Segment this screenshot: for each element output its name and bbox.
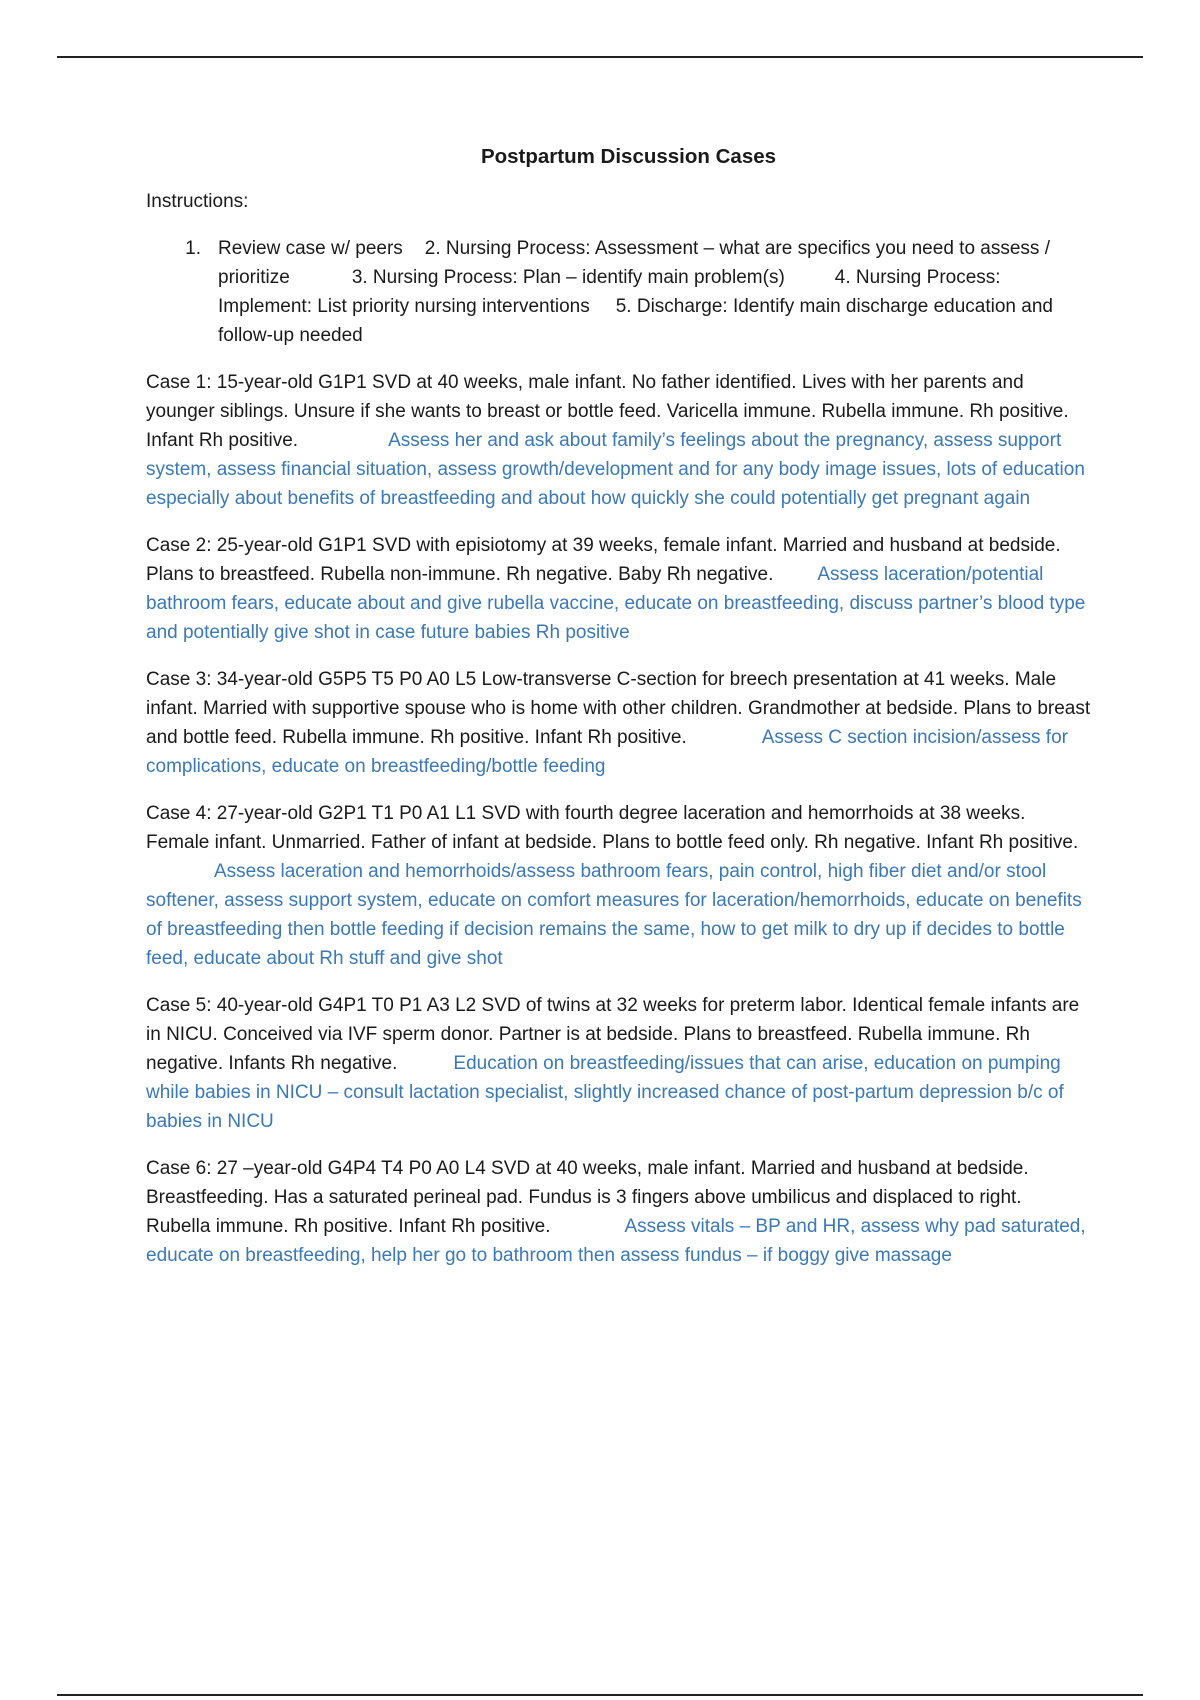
case-1	[146, 368, 1091, 513]
document-page	[146, 142, 1091, 1288]
case-4	[146, 799, 1091, 973]
document-title: Postpartum Discussion Cases	[480, 145, 777, 168]
case-6-text: Case 6: 27 –year-old G4P4 T4 P0 A0 L4 SVD at 40 weeks, male infant. Married and husband at bedside. Breastfeeding. Has a saturated perineal pad. Fundus is 3 fingers above umbilicus and displaced to right. Rubella immune. Rh positive. Infant Rh positive.	[146, 1158, 1029, 1237]
case-5-text: Case 5: 40-year-old G4P1 T0 P1 A3 L2 SVD of twins at 32 weeks for preterm labor. Identical female infants are in NICU. Conceived via IVF sperm donor. Partner is at bedside. Plans to breastfeed. Rubella immune. Rh negative. Infants Rh negative.	[146, 995, 1080, 1074]
case-4-text: Case 4: 27-year-old G2P1 T1 P0 A1 L1 SVD with fourth degree laceration and hemorrhoids at 38 weeks. Female infant. Unmarried. Father of infant at bedside. Plans to bottle feed only. Rh negative. Infant Rh positive.	[146, 803, 1079, 853]
case-2-answer: Assess laceration/potential bathroom fears, educate about and give rubella vaccine, educate on breastfeeding, discuss partner’s blood type and potentially give shot in case future babies Rh positive	[146, 564, 1086, 643]
instructions-label: Instructions:	[146, 191, 249, 212]
case-3-answer: Assess C section incision/assess for complications, educate on breastfeeding/bottle feeding	[146, 727, 1068, 777]
instruction-item-3: 3. Nursing Process: Plan – identify main problem(s)	[351, 267, 785, 288]
instruction-item-1: Review case w/ peers	[218, 238, 403, 259]
case-3	[146, 665, 1091, 781]
case-5	[146, 991, 1091, 1136]
case-6-answer: Assess vitals – BP and HR, assess why pad saturated, educate on breastfeeding, help her go to bathroom then assess fundus – if boggy give massage	[146, 1216, 1086, 1266]
instructions-list-text	[218, 234, 1091, 350]
case-6	[146, 1154, 1091, 1270]
case-5-answer: Education on breastfeeding/issues that can arise, education on pumping while babies in NICU – consult lactation specialist, slightly increased chance of post-partum depression b/c of babies in NICU	[146, 1053, 1064, 1132]
case-2-text: Case 2: 25-year-old G1P1 SVD with episiotomy at 39 weeks, female infant. Married and husband at bedside. Plans to breastfeed. Rubella non-immune. Rh negative. Baby Rh negative.	[146, 535, 1061, 585]
instructions-list	[146, 234, 1091, 350]
case-2	[146, 531, 1091, 647]
case-1-text: Case 1: 15-year-old G1P1 SVD at 40 weeks, male infant. No father identified. Lives with her parents and younger siblings. Unsure if she wants to breast or bottle feed. Varicella immune. Rubella immune. Rh positive. Infant Rh positive.	[146, 372, 1069, 451]
case-3-text: Case 3: 34-year-old G5P5 T5 P0 A0 L5 Low-transverse C-section for breech presentation at 41 weeks. Male infant. Married with supportive spouse who is home with other children. Grandmother at bedside. Plans to breast and bottle feed. Rubella immune. Rh positive. Infant Rh positive.	[146, 669, 1091, 748]
instruction-item-2: 2. Nursing Process: Assessment – what are specifics you need to assess / prioritize	[218, 238, 1050, 288]
case-1-answer: Assess her and ask about family’s feelings about the pregnancy, assess support system, assess financial situation, assess growth/development and for any body image issues, lots of education especially about benefits of breastfeeding and about how quickly she could potentially get pregnant again	[146, 430, 1085, 509]
header-rule	[57, 56, 1143, 58]
case-4-answer: Assess laceration and hemorrhoids/assess bathroom fears, pain control, high fiber diet and/or stool softener, assess support system, educate on comfort measures for laceration/hemorrhoids, educate on benefits of breastfeeding then bottle feeding if decision remains the same, how to get milk to dry up if decides to bottle feed, educate about Rh stuff and give shot	[146, 861, 1082, 969]
instruction-item-4: 4. Nursing Process: Implement: List priority nursing interventions	[218, 267, 1001, 317]
instructions-list-number: 1.	[185, 238, 201, 259]
instruction-item-5: 5. Discharge: Identify main discharge education and follow-up needed	[218, 296, 1053, 346]
footer-rule	[57, 1694, 1143, 1696]
